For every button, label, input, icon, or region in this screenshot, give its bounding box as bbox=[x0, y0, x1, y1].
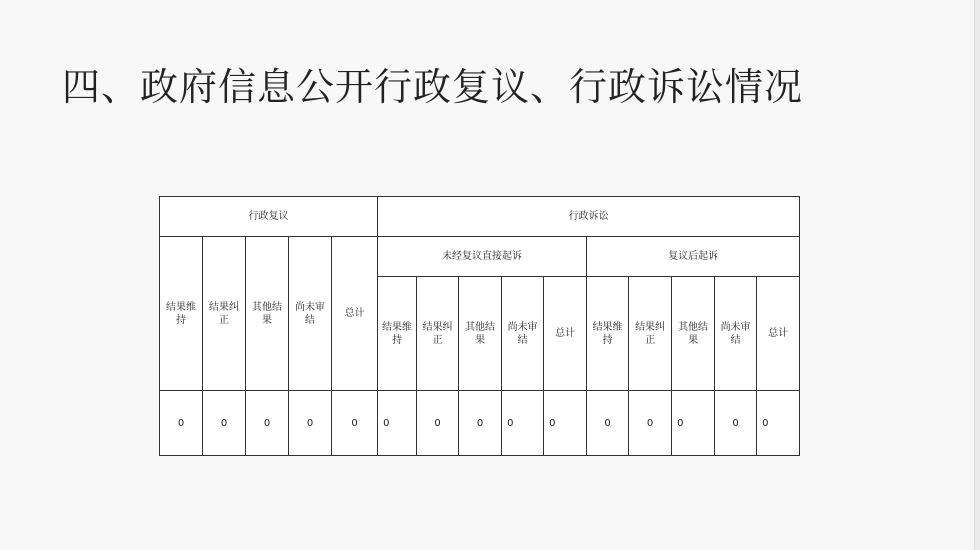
col-header: 结果纠正 bbox=[629, 277, 672, 391]
col-header: 其他结果 bbox=[459, 277, 502, 391]
col-header: 尚未审结 bbox=[715, 277, 757, 391]
table-cell: 0 bbox=[459, 391, 502, 456]
col-header: 总计 bbox=[332, 237, 378, 391]
table-cell: 0 bbox=[629, 391, 672, 456]
col-header: 结果维持 bbox=[378, 277, 417, 391]
table-cell: 0 bbox=[378, 391, 417, 456]
table-cell: 0 bbox=[417, 391, 459, 456]
header-litigation: 行政诉讼 bbox=[378, 197, 800, 237]
table-cell: 0 bbox=[587, 391, 629, 456]
litigation-table bbox=[159, 196, 800, 456]
col-header: 结果维持 bbox=[587, 277, 629, 391]
table-row bbox=[160, 391, 800, 456]
table-cell: 0 bbox=[332, 391, 378, 456]
col-header: 结果纠正 bbox=[417, 277, 459, 391]
table-cell: 0 bbox=[502, 391, 544, 456]
window-edge bbox=[974, 0, 980, 550]
header-reconsideration: 行政复议 bbox=[160, 197, 378, 237]
col-header: 其他结果 bbox=[246, 237, 289, 391]
col-header: 尚未审结 bbox=[289, 237, 332, 391]
col-header: 总计 bbox=[544, 277, 587, 391]
table-cell: 0 bbox=[757, 391, 800, 456]
table-cell: 0 bbox=[289, 391, 332, 456]
col-header: 尚未审结 bbox=[502, 277, 544, 391]
table-cell: 0 bbox=[203, 391, 246, 456]
table-cell: 0 bbox=[160, 391, 203, 456]
col-header: 结果维持 bbox=[160, 237, 203, 391]
col-header: 结果纠正 bbox=[203, 237, 246, 391]
col-header: 其他结果 bbox=[672, 277, 715, 391]
table-cell: 0 bbox=[246, 391, 289, 456]
table-cell: 0 bbox=[715, 391, 757, 456]
header-direct-suit: 未经复议直接起诉 bbox=[378, 237, 587, 277]
table-cell: 0 bbox=[544, 391, 587, 456]
table-cell: 0 bbox=[672, 391, 715, 456]
page-title: 四、政府信息公开行政复议、行政诉讼情况 bbox=[62, 65, 804, 109]
col-header: 总计 bbox=[757, 277, 800, 391]
header-suit-after-reconsideration: 复议后起诉 bbox=[587, 237, 800, 277]
